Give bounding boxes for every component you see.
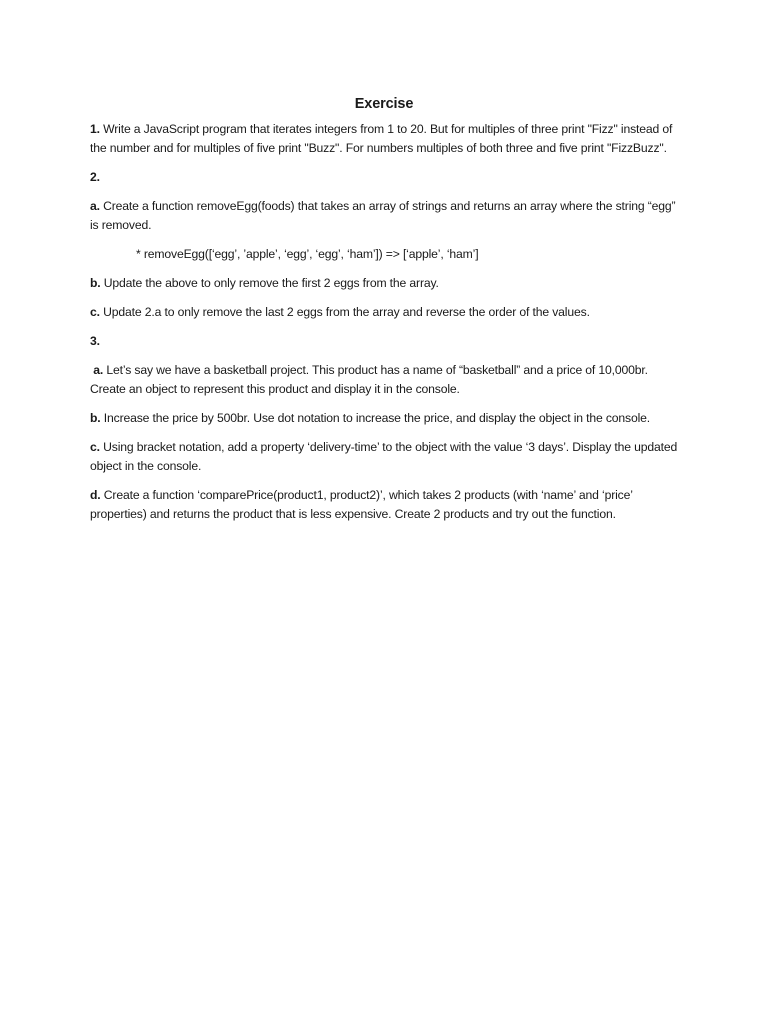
question-3d-label: d. xyxy=(90,488,101,502)
question-3a xyxy=(90,361,678,399)
question-2b-label: b. xyxy=(90,276,101,290)
question-2b-text: Update the above to only remove the first 2 eggs from the array. xyxy=(100,276,439,290)
question-3c-text: Using bracket notation, add a property ‘delivery-time’ to the object with the value ‘3 days’. Display the updated object in the console. xyxy=(90,440,678,473)
question-2-number: 2. xyxy=(90,170,100,184)
question-2a-label: a. xyxy=(90,199,100,213)
question-3b xyxy=(90,409,678,428)
question-2c xyxy=(90,303,678,322)
page-title: Exercise xyxy=(354,96,414,112)
question-3a-text: Let’s say we have a basketball project. This product has a name of “basketball” and a price of 10,000br. Create an object to represent this product and display it in the console. xyxy=(90,363,648,396)
question-1-text: Write a JavaScript program that iterates integers from 1 to 20. But for multiples of three print "Fizz" instead of the number and for multiples of five print "Buzz". For numbers multiples of both three and five print "FizzBuzz". xyxy=(90,122,673,155)
question-1 xyxy=(90,120,678,158)
question-3d-text: Create a function ‘comparePrice(product1, product2)’, which takes 2 products (with ‘name’ and ‘price’ properties) and returns the product that is less expensive. Create 2 products and try out the function. xyxy=(90,488,633,521)
question-3b-text: Increase the price by 500br. Use dot notation to increase the price, and display the object in the console. xyxy=(100,411,651,425)
question-3d xyxy=(90,486,678,524)
question-2a-example: * removeEgg([‘egg’, ’apple’, ‘egg’, ‘egg’, ‘ham’]) => [‘apple’, ‘ham’] xyxy=(136,247,479,261)
question-3b-label: b. xyxy=(90,411,101,425)
question-2a xyxy=(90,197,678,235)
question-3-number: 3. xyxy=(90,334,100,348)
question-2c-text: Update 2.a to only remove the last 2 eggs from the array and reverse the order of the values. xyxy=(99,305,590,319)
document-content xyxy=(90,94,678,534)
question-1-number: 1. xyxy=(90,122,100,136)
question-3a-label: a. xyxy=(93,363,104,377)
question-2b xyxy=(90,274,678,293)
question-3c-label: c. xyxy=(90,440,100,454)
question-2c-label: c. xyxy=(90,305,100,319)
question-3c xyxy=(90,438,678,476)
question-2a-text: Create a function removeEgg(foods) that takes an array of strings and returns an array where the string “egg” is removed. xyxy=(90,199,676,232)
